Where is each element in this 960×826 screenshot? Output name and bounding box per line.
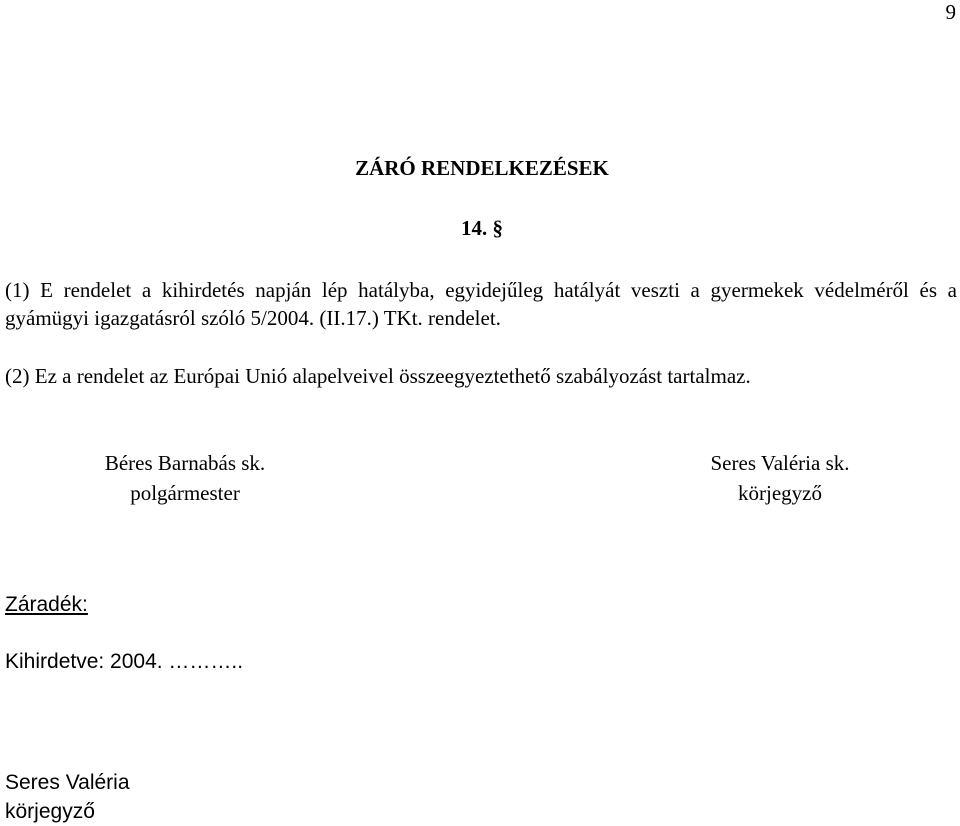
clause-label: Záradék: [5,593,88,616]
signature-name: Béres Barnabás sk. [104,451,266,475]
signature-name: Seres Valéria sk. [710,451,850,475]
paragraph-2: (2) Ez a rendelet az Európai Unió alapelveivel összeegyeztethető szabályozást tartalmaz. [5,364,751,388]
final-signer-name: Seres Valéria [5,771,130,794]
section-title: ZÁRÓ RENDELKEZÉSEK [355,156,609,180]
signature-title: polgármester [130,481,240,505]
promulgation-date: Kihirdetve: 2004. ……….. [5,650,244,673]
signature-title: körjegyző [738,481,822,505]
signature-block-notary [670,448,890,508]
final-signer-title: körjegyző [5,800,95,823]
paragraph-1: (1) E rendelet a kihirdetés napján lép hatályba, egyidejűleg hatályát veszti a gyermekek védelméről és a gyámügyi igazgatásról szóló 5/2004. (II.17.) TKt. rendelet. [5,278,957,330]
signature-block-mayor [70,448,300,508]
final-signature-block [5,768,130,826]
section-number: 14. § [461,216,503,240]
page-number: 9 [945,0,956,24]
